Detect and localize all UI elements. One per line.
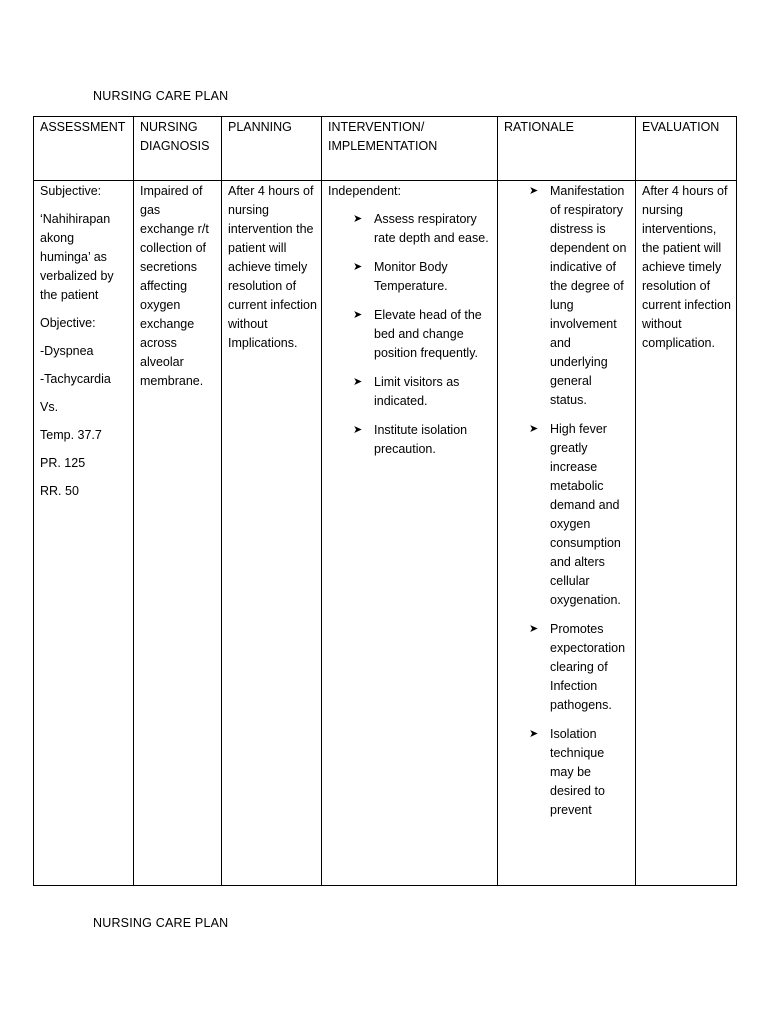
table-row xyxy=(34,181,737,886)
list-item: ➤ Limit visitors as indicated. xyxy=(353,375,460,408)
header-nursing-diagnosis: NURSING DIAGNOSIS xyxy=(134,117,222,181)
header-assessment: ASSESSMENT xyxy=(34,117,134,181)
planning-text: After 4 hours of nursing intervention the patient will achieve timely resolution of current infection without Implications. xyxy=(228,184,317,350)
vital-pr: PR. 125 xyxy=(40,456,86,470)
list-item: ➤ Monitor Body Temperature. xyxy=(353,260,448,293)
objective-item: -Dyspnea xyxy=(40,344,94,358)
list-item: ➤ Manifestation of respiratory distress is dependent on indicative of the degree of lung involvement and underlying general status. xyxy=(529,184,627,407)
rationale-cell xyxy=(498,181,636,886)
intervention-cell xyxy=(322,181,498,886)
objective-item: -Tachycardia xyxy=(40,372,111,386)
intervention-list xyxy=(328,210,491,459)
arrowhead-bullet-icon: ➤ xyxy=(353,376,363,388)
next-page-title: NURSING CARE PLAN xyxy=(93,916,229,930)
subjective-text: ‘Nahihirapan akong huminga’ as verbalized by the patient xyxy=(40,212,114,302)
header-intervention: INTERVENTION/ IMPLEMENTATION xyxy=(322,117,498,181)
header-planning: PLANNING xyxy=(222,117,322,181)
header-evaluation: EVALUATION xyxy=(636,117,737,181)
care-plan-table xyxy=(33,116,737,886)
arrowhead-bullet-icon: ➤ xyxy=(529,423,539,435)
diagnosis-text: Impaired of gas exchange r/t collection of secretions affecting oxygen exchange across alveolar membrane. xyxy=(140,184,209,388)
list-item: ➤ Assess respiratory rate depth and ease. xyxy=(353,212,489,245)
list-item: ➤ Promotes expectoration clearing of Infection pathogens. xyxy=(529,622,626,712)
evaluation-cell xyxy=(636,181,737,886)
arrowhead-bullet-icon: ➤ xyxy=(529,728,539,740)
arrowhead-bullet-icon: ➤ xyxy=(529,623,539,635)
list-item: ➤ Elevate head of the bed and change position frequently. xyxy=(353,308,482,360)
vital-temp: Temp. 37.7 xyxy=(40,428,102,442)
arrowhead-bullet-icon: ➤ xyxy=(353,213,363,225)
objective-label: Objective: xyxy=(40,316,96,330)
arrowhead-bullet-icon: ➤ xyxy=(353,309,363,321)
diagnosis-cell xyxy=(134,181,222,886)
table-header-row xyxy=(34,117,737,181)
list-item: ➤ High fever greatly increase metabolic demand and oxygen consumption and alters cellular oxygenation. xyxy=(529,422,621,607)
planning-cell xyxy=(222,181,322,886)
intervention-label: Independent: xyxy=(328,184,401,198)
evaluation-text: After 4 hours of nursing interventions, the patient will achieve timely resolution of current infection without complication. xyxy=(642,184,731,350)
rationale-list xyxy=(504,182,631,820)
arrowhead-bullet-icon: ➤ xyxy=(353,261,363,273)
list-item: ➤ Institute isolation precaution. xyxy=(353,423,468,456)
list-item: ➤ Isolation technique may be desired to prevent xyxy=(529,727,605,817)
arrowhead-bullet-icon: ➤ xyxy=(529,185,539,197)
vital-rr: RR. 50 xyxy=(40,484,79,498)
arrowhead-bullet-icon: ➤ xyxy=(353,424,363,436)
subjective-label: Subjective: xyxy=(40,184,102,198)
header-rationale: RATIONALE xyxy=(498,117,636,181)
vs-label: Vs. xyxy=(40,400,59,414)
page-title: NURSING CARE PLAN xyxy=(93,89,229,103)
assessment-cell xyxy=(34,181,134,886)
